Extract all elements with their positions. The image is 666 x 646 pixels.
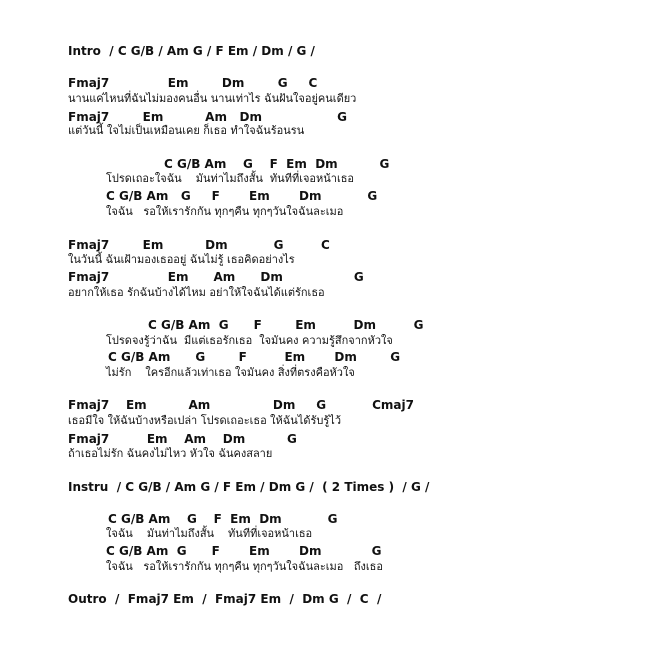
- lyric-line: โปรดเถอะใจฉัน มันท่าไมถึงสั้น ทันทีที่เจอหน้าเธอ: [106, 172, 355, 185]
- lyric-line: แต่วันนี้ ใจไม่เป็นเหมือนเคย ก็เธอ ทำใจฉันร้อนรน: [68, 124, 305, 137]
- lyric-line: ใจฉัน รอให้เรารักกัน ทุกๆคืน ทุกๆวันใจฉันละเมอ ถึงเธอ: [106, 560, 383, 573]
- lyric-line: นานแค่ไหนที่ฉันไม่มองคนอื่น นานเท่าไร ฉันฝันใจอยู่คนเดียว: [68, 92, 357, 105]
- lyric-line: ใจฉัน รอให้เรารักกัน ทุกๆคืน ทุกๆวันใจฉันละเมอ: [106, 205, 344, 218]
- chord-line: C G/B Am G F Em Dm G: [106, 544, 382, 558]
- chord-line: Instru / C G/B / Am G / F Em / Dm G / ( 2 Times ) / G /: [68, 480, 430, 494]
- chord-line: C G/B Am G F Em Dm G: [108, 350, 401, 364]
- lyric-line: ใจฉัน มันท่าไมถึงสั้น ทันทีที่เจอหน้าเธอ: [106, 527, 313, 540]
- chord-line: Intro / C G/B / Am G / F Em / Dm / G /: [68, 44, 315, 58]
- lyric-line: เธอมีใจ ให้ฉันบ้างหรือเปล่า โปรดเถอะเธอ ให้ฉันได้รับรู้ไว้: [68, 414, 342, 427]
- lyric-line: อยากให้เธอ รักฉันบ้างได้ไหม อย่าให้ใจฉันได้แต่รักเธอ: [68, 286, 325, 299]
- chord-line: Fmaj7 Em Am Dm G: [68, 110, 347, 124]
- chord-line: Fmaj7 Em Dm G C: [68, 238, 330, 252]
- lyric-line: ถ้าเธอไม่รัก ฉันคงไม่ไหว หัวใจ ฉันคงสลาย: [68, 447, 273, 460]
- lyric-line: ไม่รัก ใครอีกแล้วเท่าเธอ ใจมันคง สิ่งที่ตรงคือหัวใจ: [106, 366, 355, 379]
- chord-line: C G/B Am G F Em Dm G: [148, 318, 424, 332]
- chord-line: Outro / Fmaj7 Em / Fmaj7 Em / Dm G / C /: [68, 592, 382, 606]
- chord-line: Fmaj7 Em Am Dm G: [68, 432, 297, 446]
- chord-line: Fmaj7 Em Dm G C: [68, 76, 318, 90]
- chord-line: Fmaj7 Em Am Dm G Cmaj7: [68, 398, 414, 412]
- chord-line: Fmaj7 Em Am Dm G: [68, 270, 364, 284]
- chord-line: C G/B Am G F Em Dm G: [108, 512, 338, 526]
- chord-line: C G/B Am G F Em Dm G: [164, 157, 390, 171]
- lyric-line: ในวันนี้ ฉันเฝ้ามองเธออยู่ ฉันไม่รู้ เธอคิดอย่างไร: [68, 253, 295, 266]
- chord-line: C G/B Am G F Em Dm G: [106, 189, 378, 203]
- lyric-line: โปรดจงรู้ว่าฉัน มีแต่เธอรักเธอ ใจมันคง ความรู้สึกจากหัวใจ: [106, 334, 393, 347]
